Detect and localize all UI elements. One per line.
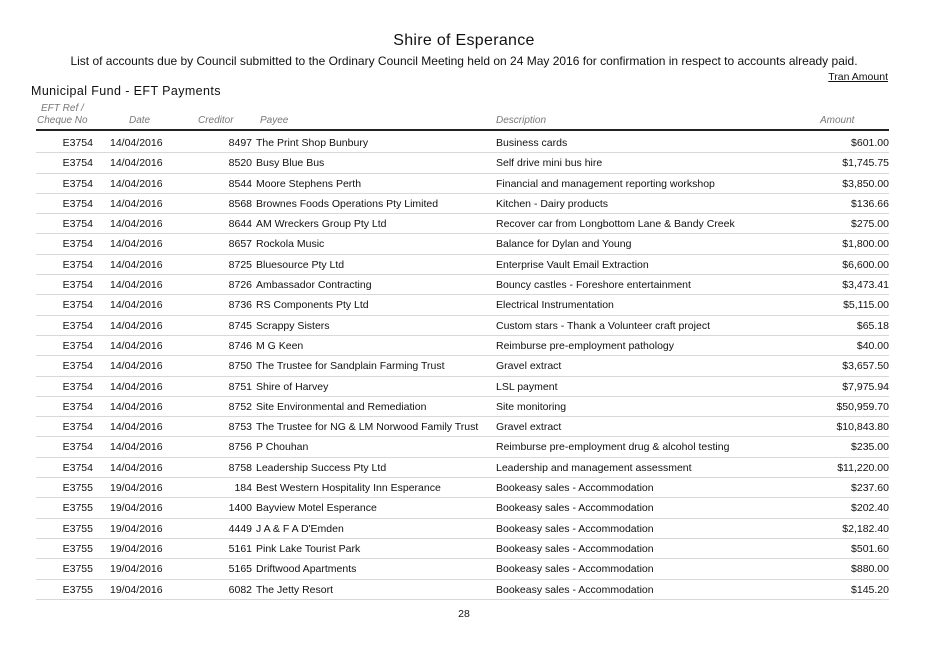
cell-amount: $1,800.00 (842, 238, 889, 251)
table-row (36, 316, 889, 336)
cell-date: 14/04/2016 (110, 441, 163, 454)
cell-ref: E3755 (62, 522, 93, 535)
cell-creditor: 8751 (228, 380, 252, 393)
table-row (36, 214, 889, 234)
cell-date: 19/04/2016 (110, 502, 163, 515)
cell-creditor: 8520 (228, 157, 252, 170)
table-row (36, 356, 889, 376)
table-row (36, 133, 889, 153)
cell-creditor: 6082 (228, 583, 252, 596)
column-header-description: Description (496, 115, 547, 126)
cell-amount: $501.60 (851, 542, 889, 555)
cell-ref: E3754 (62, 299, 93, 312)
cell-creditor: 4449 (228, 522, 252, 535)
cell-creditor: 8497 (228, 137, 252, 149)
cell-description: Reimburse pre-employment drug & alcohol testing (496, 441, 730, 454)
column-header-date: Date (129, 115, 151, 126)
table-row (36, 519, 889, 539)
cell-payee: AM Wreckers Group Pty Ltd (256, 218, 387, 231)
cell-creditor: 8736 (228, 299, 252, 312)
table-row (36, 295, 889, 315)
cell-date: 14/04/2016 (110, 197, 163, 210)
cell-payee: The Trustee for Sandplain Farming Trust (256, 360, 445, 373)
cell-date: 14/04/2016 (110, 238, 163, 251)
cell-payee: Ambassador Contracting (256, 279, 372, 292)
cell-date: 14/04/2016 (110, 299, 163, 312)
cell-creditor: 8752 (228, 400, 252, 413)
table-row (36, 336, 889, 356)
table-row (36, 174, 889, 194)
page-number: 28 (458, 608, 470, 620)
cell-amount: $65.18 (856, 319, 889, 332)
table-row (36, 194, 889, 214)
cell-amount: $601.00 (851, 137, 889, 149)
cell-description: Site monitoring (496, 400, 567, 413)
cell-description: Financial and management reporting workshop (496, 177, 715, 190)
table-row (36, 559, 889, 579)
table-row (36, 580, 889, 600)
cell-creditor: 8750 (228, 360, 252, 373)
cell-payee: RS Components Pty Ltd (256, 299, 369, 312)
cell-creditor: 5161 (228, 542, 252, 555)
cell-date: 14/04/2016 (110, 339, 163, 352)
cell-ref: E3755 (62, 502, 93, 515)
cell-payee: The Print Shop Bunbury (256, 137, 369, 149)
cell-payee: The Jetty Resort (256, 583, 334, 596)
cell-amount: $3,473.41 (842, 279, 889, 292)
tran-amount-label: Tran Amount (828, 71, 888, 83)
column-header-payee: Payee (260, 115, 289, 126)
cell-date: 19/04/2016 (110, 482, 163, 495)
cell-ref: E3754 (62, 258, 93, 271)
cell-payee: Pink Lake Tourist Park (256, 542, 361, 555)
cell-description: Bookeasy sales - Accommodation (496, 563, 654, 576)
cell-payee: M G Keen (256, 339, 304, 352)
cell-ref: E3754 (62, 238, 93, 251)
cell-description: Self drive mini bus hire (496, 157, 603, 170)
cell-date: 14/04/2016 (110, 258, 163, 271)
cell-creditor: 8758 (228, 461, 252, 474)
cell-creditor: 8544 (228, 177, 252, 190)
cell-creditor: 8657 (228, 238, 252, 251)
cell-ref: E3755 (62, 583, 93, 596)
cell-ref: E3754 (62, 339, 93, 352)
cell-payee: Shire of Harvey (256, 380, 329, 393)
cell-payee: The Trustee for NG & LM Norwood Family Trust (256, 421, 479, 434)
header-divider (36, 129, 889, 131)
cell-amount: $6,600.00 (842, 258, 889, 271)
cell-creditor: 8726 (228, 279, 252, 292)
payments-table (36, 133, 889, 600)
cell-amount: $880.00 (851, 563, 889, 576)
cell-ref: E3754 (62, 360, 93, 373)
cell-amount: $1,745.75 (842, 157, 889, 170)
cell-description: Bouncy castles - Foreshore entertainment (496, 279, 691, 292)
cell-ref: E3754 (62, 400, 93, 413)
cell-date: 14/04/2016 (110, 360, 163, 373)
cell-payee: Driftwood Apartments (256, 563, 357, 576)
cell-payee: Rockola Music (256, 238, 325, 251)
cell-ref: E3754 (62, 137, 93, 149)
table-row (36, 437, 889, 457)
cell-description: Reimburse pre-employment pathology (496, 339, 675, 352)
cell-date: 14/04/2016 (110, 461, 163, 474)
section-heading: Municipal Fund - EFT Payments (31, 84, 221, 98)
page-title: Shire of Esperance (393, 32, 535, 49)
cell-amount: $11,220.00 (837, 461, 889, 474)
cell-amount: $275.00 (851, 218, 889, 231)
cell-description: Bookeasy sales - Accommodation (496, 482, 654, 495)
cell-date: 19/04/2016 (110, 563, 163, 576)
cell-description: Bookeasy sales - Accommodation (496, 502, 654, 515)
cell-date: 14/04/2016 (110, 400, 163, 413)
cell-description: Bookeasy sales - Accommodation (496, 522, 654, 535)
cell-creditor: 8644 (228, 218, 252, 231)
cell-amount: $235.00 (851, 441, 889, 454)
cell-creditor: 8725 (228, 258, 252, 271)
cell-date: 14/04/2016 (110, 157, 163, 170)
cell-creditor: 8568 (228, 197, 252, 210)
table-row (36, 498, 889, 518)
cell-amount: $2,182.40 (842, 522, 889, 535)
cell-description: Gravel extract (496, 360, 562, 373)
cell-description: Leadership and management assessment (496, 461, 692, 474)
cell-description: LSL payment (496, 380, 558, 393)
cell-ref: E3754 (62, 218, 93, 231)
table-row (36, 255, 889, 275)
cell-payee: J A & F A D'Emden (256, 522, 344, 535)
cell-description: Recover car from Longbottom Lane & Bandy Creek (496, 218, 735, 231)
table-row (36, 478, 889, 498)
cell-ref: E3755 (62, 542, 93, 555)
cell-payee: Site Environmental and Remediation (256, 400, 427, 413)
cell-date: 14/04/2016 (110, 177, 163, 190)
cell-payee: Brownes Foods Operations Pty Limited (256, 197, 439, 210)
cell-payee: Bluesource Pty Ltd (256, 258, 345, 271)
cell-ref: E3754 (62, 177, 93, 190)
cell-amount: $50,959.70 (836, 400, 889, 413)
cell-creditor: 1400 (228, 502, 252, 515)
cell-date: 19/04/2016 (110, 542, 163, 555)
cell-creditor: 8756 (228, 441, 252, 454)
cell-ref: E3754 (62, 380, 93, 393)
cell-amount: $202.40 (851, 502, 889, 515)
cell-ref: E3754 (62, 197, 93, 210)
cell-creditor: 8753 (228, 421, 252, 434)
cell-amount: $136.66 (851, 197, 889, 210)
cell-ref: E3755 (62, 482, 93, 495)
cell-description: Enterprise Vault Email Extraction (496, 258, 649, 271)
table-row (36, 275, 889, 295)
cell-amount: $3,657.50 (842, 360, 889, 373)
cell-amount: $5,115.00 (843, 299, 889, 312)
cell-creditor: 184 (234, 482, 252, 495)
cell-ref: E3754 (62, 319, 93, 332)
cell-amount: $10,843.80 (836, 421, 889, 434)
cell-creditor: 5165 (228, 563, 252, 576)
table-row (36, 234, 889, 254)
cell-ref: E3754 (62, 157, 93, 170)
table-row (36, 458, 889, 478)
cell-date: 14/04/2016 (110, 137, 163, 149)
column-header-ref-line1: EFT Ref / (41, 103, 84, 114)
cell-ref: E3754 (62, 421, 93, 434)
cell-payee: Scrappy Sisters (256, 319, 330, 332)
cell-date: 14/04/2016 (110, 279, 163, 292)
column-header-creditor: Creditor (198, 115, 234, 126)
cell-payee: P Chouhan (256, 441, 309, 454)
cell-amount: $3,850.00 (842, 177, 889, 190)
cell-payee: Busy Blue Bus (256, 157, 325, 170)
cell-description: Electrical Instrumentation (496, 299, 614, 312)
cell-amount: $40.00 (856, 339, 889, 352)
table-row (36, 377, 889, 397)
cell-ref: E3754 (62, 461, 93, 474)
cell-payee: Moore Stephens Perth (256, 177, 362, 190)
cell-ref: E3754 (62, 441, 93, 454)
table-row (36, 153, 889, 173)
cell-date: 14/04/2016 (110, 319, 163, 332)
cell-date: 19/04/2016 (110, 583, 163, 596)
cell-payee: Best Western Hospitality Inn Esperance (256, 482, 441, 495)
cell-creditor: 8745 (228, 319, 252, 332)
cell-date: 14/04/2016 (110, 380, 163, 393)
cell-date: 19/04/2016 (110, 522, 163, 535)
cell-ref: E3755 (62, 563, 93, 576)
page-subtitle: List of accounts due by Council submitted to the Ordinary Council Meeting held on 24 May 2016 for confirmation in respect to accounts already paid. (70, 54, 858, 68)
cell-description: Kitchen - Dairy products (496, 197, 609, 210)
cell-description: Balance for Dylan and Young (496, 238, 632, 251)
cell-amount: $237.60 (851, 482, 889, 495)
cell-amount: $145.20 (851, 583, 889, 596)
table-row (36, 539, 889, 559)
cell-payee: Leadership Success Pty Ltd (256, 461, 387, 474)
cell-date: 14/04/2016 (110, 421, 163, 434)
cell-description: Bookeasy sales - Accommodation (496, 583, 654, 596)
cell-description: Bookeasy sales - Accommodation (496, 542, 654, 555)
table-row (36, 397, 889, 417)
cell-ref: E3754 (62, 279, 93, 292)
column-header-amount: Amount (820, 115, 855, 126)
cell-payee: Bayview Motel Esperance (256, 502, 377, 515)
cell-description: Business cards (496, 137, 568, 149)
cell-description: Custom stars - Thank a Volunteer craft project (496, 319, 710, 332)
cell-date: 14/04/2016 (110, 218, 163, 231)
cell-amount: $7,975.94 (842, 380, 889, 393)
table-row (36, 417, 889, 437)
column-header-ref-line2: Cheque No (37, 115, 88, 126)
cell-creditor: 8746 (228, 339, 252, 352)
cell-description: Gravel extract (496, 421, 562, 434)
